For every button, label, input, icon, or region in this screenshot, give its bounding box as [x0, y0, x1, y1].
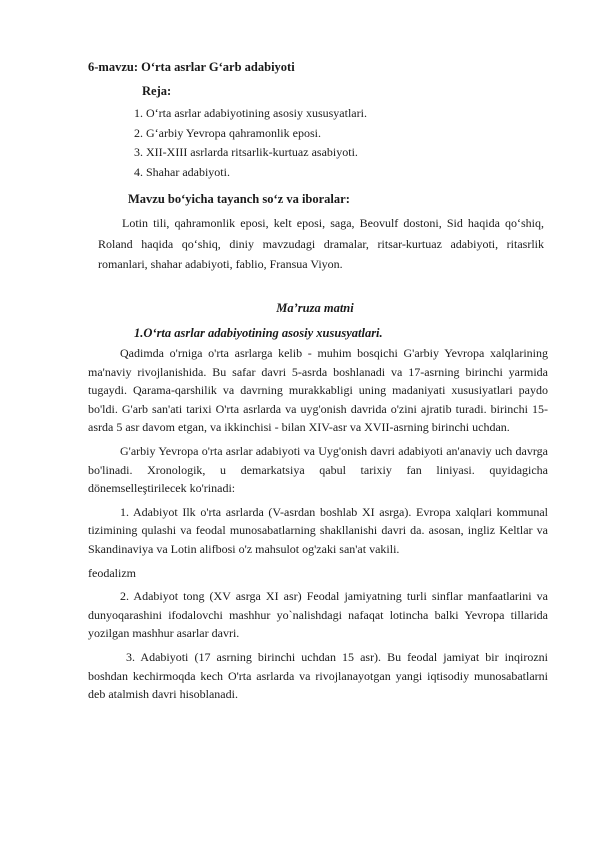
plan-item: 3. XII-XIII asrlarda ritsarlik-kurtuaz asabiyoti.	[134, 145, 358, 159]
plan-label: Reja:	[142, 84, 172, 98]
lecture-body	[88, 344, 548, 709]
body-paragraph: 3. Adabiyoti (17 asrning birinchi uchdan 15 asr). Bu feodal jamiyat bir inqirozni boshdan kechirmoqda kech O'rta asrlarda va rivojlanayotgan yangi iqtisodiy munosabatlarni deb atalmish davri hisoblanadi.	[88, 649, 548, 702]
plan-item: 1. O‘rta asrlar adabiyotining asosiy xususyatlari.	[134, 106, 367, 120]
keywords-label: Mavzu bo‘yicha tayanch so‘z va iboralar:	[128, 192, 350, 206]
body-paragraph: feodalizm	[88, 565, 136, 580]
section-heading: 1.O‘rta asrlar adabiyotining asosiy xususyatlari.	[134, 326, 383, 340]
body-paragraph: Qadimda o'rniga o'rta asrlarga kelib - muhim bosqichi G'arbiy Yevropa xalqlarining ma'naviy rivojlanishida. Bu safar davri 5-asrda boshlanadi va 17-asrning birinchi yarmida tugaydi. Qarama-qarshilik va davrning murakkabligi uning madaniyati xususiyatlari paydo bo'ldi. G'arb san'ati tarixi O'rta asrlarda va uyg'onish davrida o'zini ajratib turadi. birinchi 15-asrda 5 asr davom etgan, va ikkinchisi - bilan XIV-asr va XVII-asrning birinchi uchdan.	[88, 346, 548, 435]
lecture-heading: Ma’ruza matni	[276, 301, 354, 315]
body-paragraph: 1. Adabiyot Ilk o'rta asrlarda (V-asrdan boshlab XI asrga). Evropa xalqlari kommunal tizimining qulashi va feodal munosabatlarning shakllanishi davri da. asosan, ingliz Keltlar va Skandinaviya va Lotin alifbosi o'z mahsulot og'zaki san'at vakili.	[88, 504, 548, 556]
topic-title: 6-mavzu: O‘rta asrlar G‘arb adabiyoti	[88, 60, 295, 74]
plan-item: 4. Shahar adabiyoti.	[134, 164, 230, 179]
plan-item: 2. G‘arbiy Yevropa qahramonlik eposi.	[134, 125, 321, 140]
plan-list	[134, 104, 367, 182]
body-paragraph: 2. Adabiyot tong (XV asrga XI asr) Feodal jamiyatning turli sinflar manfaatlarini va dunyoqarashini ifodalovchi mashhur yo`nalishdagi nafaqat lotincha balki Yevropa tillarida yozilgan mashhur asarlar davri.	[88, 589, 548, 641]
body-paragraph: G'arbiy Yevropa o'rta asrlar adabiyoti va Uyg'onish davri adabiyoti an'anaviy uch davrga bo'linadi. Xronologik, u demarkatsiya qabul tarixiy fan liniyasi. quyidagicha dönemselleştirilecek ko'rinadi:	[88, 443, 548, 496]
keywords-text: Lotin tili, qahramonlik eposi, kelt eposi, saga, Beovulf dostoni, Sid haqida qo‘shiq, Roland haqida qo‘shiq, diniy mavzudagi dramalar, ritsar-kurtuaz adabiyoti, ritasrlik romanlari, shahar adabiyoti, fablio, Fransua Viyon.	[98, 216, 544, 271]
